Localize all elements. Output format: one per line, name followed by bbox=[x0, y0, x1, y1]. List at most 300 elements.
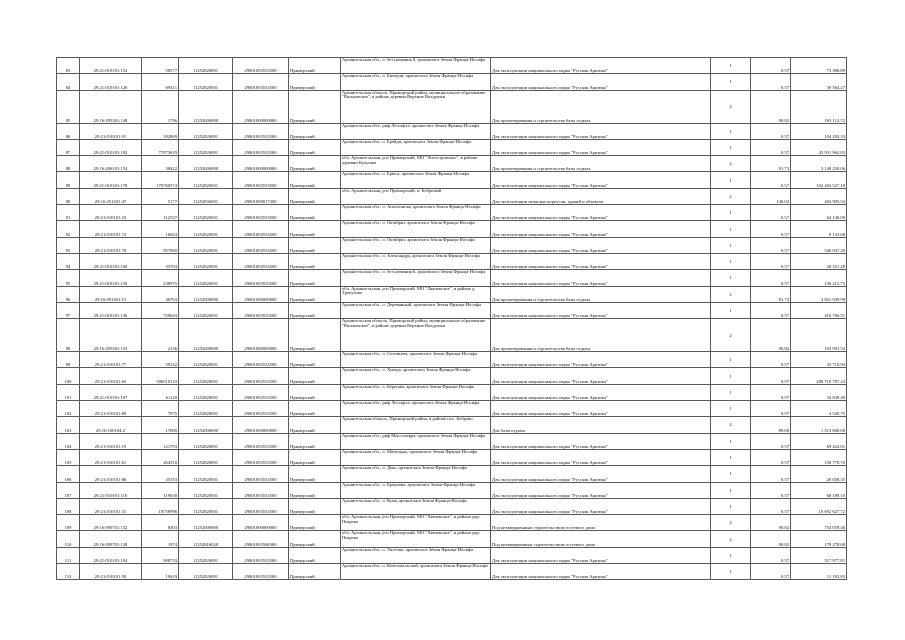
cadastral-number: 29:21:010101:178 bbox=[80, 172, 142, 188]
row-number: 100 bbox=[57, 368, 80, 384]
cadastral-number: 29:21:010101:89 bbox=[80, 401, 142, 417]
purpose-text: Для эксплуатации национального парка "Русская Арктика" bbox=[491, 466, 711, 482]
oktmo-code: 11252820001 bbox=[179, 564, 233, 580]
cadastral-number: 29:16:251201:47 bbox=[80, 188, 142, 204]
oktmo-code: 11252820001 bbox=[179, 123, 233, 139]
purpose-text: Для эксплуатации нежилых корпусов, зданий и объектов bbox=[491, 188, 711, 204]
address-text: Архангельская обл., о. без названия 8, архипелага Земля Франца-Иосифа bbox=[341, 58, 491, 74]
table-row bbox=[57, 417, 847, 433]
address-text: Архангельская обл., о. Октябрят, архипелага Земля Франца-Иосифа bbox=[341, 237, 491, 253]
row-number: 90 bbox=[57, 188, 80, 204]
category-value: 1 bbox=[711, 401, 751, 417]
purpose-text: Для эксплуатации национального парка "Русская Арктика" bbox=[491, 74, 711, 90]
amount-value: 288 710 787.24 bbox=[791, 368, 847, 384]
cadastral-number: 29:21:010101:104 bbox=[80, 547, 142, 563]
purpose-text: Для эксплуатации национального парка "Русская Арктика" bbox=[491, 352, 711, 368]
amount-value: 463 905.54 bbox=[791, 188, 847, 204]
oktmo-code: 11252820001 bbox=[179, 253, 233, 269]
oktmo-code: 11252820001 bbox=[179, 482, 233, 498]
area-value: 18758996 bbox=[142, 498, 179, 514]
amount-value: 179 278.68 bbox=[791, 531, 847, 547]
row-number: 107 bbox=[57, 482, 80, 498]
cadastral-number: 29:21:010101:126 bbox=[80, 74, 142, 90]
table-row bbox=[57, 270, 847, 286]
address-text: Архангельская обл., о. Бичерли, архипелага Земля Франца-Иосифа bbox=[341, 74, 491, 90]
purpose-text: Для эксплуатации национального парка "Русская Арктика" bbox=[491, 401, 711, 417]
area-value: 1796 bbox=[142, 90, 179, 123]
area-value: 59142 bbox=[142, 352, 179, 368]
table-row bbox=[57, 368, 847, 384]
address-text: Архангельская обл., о. без названия 6, архипелага Земля Франца-Иосифа bbox=[341, 270, 491, 286]
address-text: Архангельская обл., риф Лесгафта, архипелага Земля Франца-Иосифа bbox=[341, 123, 491, 139]
address-text: обл. Архангельская, р-н Приморский, МО "Лявленское", в районе дер. Пеарсво bbox=[341, 531, 491, 547]
kbk-code: 29001000017200 bbox=[233, 188, 289, 204]
category-value: 1 bbox=[711, 302, 751, 318]
address-text: обл. Архангельская, р-н Приморский, МО "Лявленское", в районе д. Трепузово bbox=[341, 286, 491, 302]
table-row bbox=[57, 205, 847, 221]
cadastral-number: 29:21:010101:50 bbox=[80, 564, 142, 580]
amount-value: 43 931 962.83 bbox=[791, 139, 847, 155]
oktmo-code: 11252820001 bbox=[179, 352, 233, 368]
row-number: 109 bbox=[57, 515, 80, 531]
district-name: Приморский bbox=[289, 156, 341, 172]
category-value: 1 bbox=[711, 172, 751, 188]
rate-value: 89.00 bbox=[751, 417, 791, 433]
category-value: 1 bbox=[711, 270, 751, 286]
table-row bbox=[57, 156, 847, 172]
row-number: 87 bbox=[57, 139, 80, 155]
oktmo-code: 11252000000 bbox=[179, 286, 233, 302]
category-value: 1 bbox=[711, 466, 751, 482]
area-value: 112537 bbox=[142, 205, 179, 221]
rate-value: 0.57 bbox=[751, 302, 791, 318]
oktmo-code: 11252820001 bbox=[179, 449, 233, 465]
district-name: Приморский bbox=[289, 139, 341, 155]
address-text: Архангельская обл., о. Матильды, архипелага Земля Франца-Иосифа bbox=[341, 449, 491, 465]
area-value: 69411 bbox=[142, 74, 179, 90]
cadastral-number: 29:16:295301:148 bbox=[80, 90, 142, 123]
address-text: Архангельская обл., о. Берегава, архипелага Земля Франца-Иосифа bbox=[341, 384, 491, 400]
purpose-text: Для эксплуатации национального парка "Русская Арктика" bbox=[491, 253, 711, 269]
category-value: 2 bbox=[711, 515, 751, 531]
district-name: Приморский bbox=[289, 401, 341, 417]
address-text: Архангельская область, Приморский район, муниципальное образование "Васьковское", в районе деревни Верхние Валдушки bbox=[341, 90, 491, 123]
address-text: Архангельская обл., о. Деревянный, архипелага Земля Франца-Иосифа bbox=[341, 302, 491, 318]
category-value: 1 bbox=[711, 368, 751, 384]
oktmo-code: 11252820001 bbox=[179, 270, 233, 286]
cadastral-number: 29:21:010101:91 bbox=[80, 123, 142, 139]
area-value: 5177 bbox=[142, 188, 179, 204]
cadastral-number: 29:21:010101:152 bbox=[80, 58, 142, 74]
category-value: 1 bbox=[711, 205, 751, 221]
table-row bbox=[57, 449, 847, 465]
district-name: Приморский bbox=[289, 205, 341, 221]
oktmo-code: 11252000000 bbox=[179, 319, 233, 352]
address-text: Архангельская обл., риф Лесгафта, архипелага Земля Франца-Иосифа bbox=[341, 401, 491, 417]
area-value: 908733 bbox=[142, 547, 179, 563]
row-number: 112 bbox=[57, 564, 80, 580]
purpose-text: Для эксплуатации национального парка "Русская Арктика" bbox=[491, 270, 711, 286]
purpose-text: Для эксплуатации национального парка "Русская Арктика" bbox=[491, 123, 711, 139]
cadastral-number: 29:21:010101:61 bbox=[80, 449, 142, 465]
table-row bbox=[57, 352, 847, 368]
amount-value: 754 078.46 bbox=[791, 515, 847, 531]
table-body bbox=[57, 58, 847, 580]
kbk-code: 29001003568300 bbox=[233, 531, 289, 547]
category-value: 2 bbox=[711, 90, 751, 123]
category-value: 2 bbox=[711, 156, 751, 172]
cadastral-number: 29:21:010101:102 bbox=[80, 139, 142, 155]
amount-value: 136 215.75 bbox=[791, 270, 847, 286]
area-value: 16024 bbox=[142, 221, 179, 237]
cadastral-number: 29:21:010101:70 bbox=[80, 237, 142, 253]
kbk-code: 29001000000000 bbox=[233, 319, 289, 352]
cadastral-number: 29:21:010101:65 bbox=[80, 368, 142, 384]
row-number: 110 bbox=[57, 531, 80, 547]
row-number: 95 bbox=[57, 270, 80, 286]
purpose-text: Под незавершенным строительством гостевого дома bbox=[491, 531, 711, 547]
district-name: Приморский bbox=[289, 564, 341, 580]
district-name: Приморский bbox=[289, 466, 341, 482]
oktmo-code: 11252820001 bbox=[179, 237, 233, 253]
amount-value: 20 351.28 bbox=[791, 253, 847, 269]
rate-value: 0.57 bbox=[751, 205, 791, 221]
cadastral-number: 29:16:206101:154 bbox=[80, 156, 142, 172]
land-plots-table bbox=[56, 57, 847, 580]
category-value: 1 bbox=[711, 449, 751, 465]
rate-value: 0.57 bbox=[751, 352, 791, 368]
oktmo-code: 11252820001 bbox=[179, 368, 233, 384]
amount-value: 517 977.81 bbox=[791, 547, 847, 563]
address-text: Архангельская область, Приморский район, муниципальное образование "Васьковское", в районе деревни Верхние Валдушки bbox=[341, 319, 491, 352]
amount-value: 64 146.09 bbox=[791, 205, 847, 221]
row-number: 83 bbox=[57, 58, 80, 74]
amount-value: 546 037.20 bbox=[791, 237, 847, 253]
table-row bbox=[57, 384, 847, 400]
table-row bbox=[57, 253, 847, 269]
purpose-text: Для эксплуатации национального парка "Русская Арктика" bbox=[491, 564, 711, 580]
cadastral-number: 29:16:100104:2 bbox=[80, 417, 142, 433]
purpose-text: Для эксплуатации национального парка "Русская Арктика" bbox=[491, 172, 711, 188]
rate-value: 0.57 bbox=[751, 466, 791, 482]
row-number: 96 bbox=[57, 286, 80, 302]
rate-value: 0.57 bbox=[751, 564, 791, 580]
table-row bbox=[57, 90, 847, 123]
area-value: 58577 bbox=[142, 58, 179, 74]
row-number: 88 bbox=[57, 156, 80, 172]
cadastral-number: 29:21:010101:72 bbox=[80, 221, 142, 237]
address-text: Архангельская обл., о. Александра, архипелага Земля Франца-Иосифа bbox=[341, 253, 491, 269]
rate-value: 0.57 bbox=[751, 270, 791, 286]
category-value: 1 bbox=[711, 74, 751, 90]
area-value: 38422 bbox=[142, 156, 179, 172]
amount-value: 1 513 000.00 bbox=[791, 417, 847, 433]
area-value: 7975 bbox=[142, 401, 179, 417]
area-value: 35153 bbox=[142, 466, 179, 482]
kbk-code: 29001003533500 bbox=[233, 270, 289, 286]
kbk-code: 29001003533500 bbox=[233, 123, 289, 139]
row-number: 86 bbox=[57, 123, 80, 139]
purpose-text: Для эксплуатации национального парка "Русская Арктика" bbox=[491, 547, 711, 563]
category-value: 1 bbox=[711, 547, 751, 563]
purpose-text: Для эксплуатации национального парка "Русская Арктика" bbox=[491, 58, 711, 74]
rate-value: 0.57 bbox=[751, 433, 791, 449]
cadastral-number: 29:21:010101:31 bbox=[80, 498, 142, 514]
oktmo-code: 11252836001 bbox=[179, 188, 233, 204]
cadastral-number: 29:16:090701:138 bbox=[80, 531, 142, 547]
category-value: 1 bbox=[711, 237, 751, 253]
rate-value: 90.82 bbox=[751, 531, 791, 547]
row-number: 99 bbox=[57, 352, 80, 368]
table-row bbox=[57, 319, 847, 352]
row-number: 106 bbox=[57, 466, 80, 482]
category-value: 1 bbox=[711, 253, 751, 269]
kbk-code: 29001003533500 bbox=[233, 74, 289, 90]
kbk-code: 29001003533500 bbox=[233, 221, 289, 237]
row-number: 111 bbox=[57, 547, 80, 563]
area-value: 17000 bbox=[142, 417, 179, 433]
table-row bbox=[57, 515, 847, 531]
kbk-code: 29001003533500 bbox=[233, 237, 289, 253]
rate-value: 146.02 bbox=[751, 188, 791, 204]
kbk-code: 29001003533500 bbox=[233, 384, 289, 400]
rate-value: 0.57 bbox=[751, 368, 791, 384]
oktmo-code: 11252820001 bbox=[179, 302, 233, 318]
table-row bbox=[57, 531, 847, 547]
table-row bbox=[57, 188, 847, 204]
amount-value: 104 292.33 bbox=[791, 123, 847, 139]
district-name: Приморский bbox=[289, 384, 341, 400]
purpose-text: Для эксплуатации национального парка "Русская Арктика" bbox=[491, 302, 711, 318]
purpose-text: Для эксплуатации национального парка "Русская Арктика" bbox=[491, 221, 711, 237]
amount-value: 3 821 939.99 bbox=[791, 286, 847, 302]
kbk-code: 29001000000000 bbox=[233, 515, 289, 531]
rate-value: 0.57 bbox=[751, 401, 791, 417]
category-value: 1 bbox=[711, 123, 751, 139]
table-row bbox=[57, 547, 847, 563]
area-value: 506510133 bbox=[142, 368, 179, 384]
rate-value: 81.73 bbox=[751, 286, 791, 302]
rate-value: 90.82 bbox=[751, 515, 791, 531]
rate-value: 0.57 bbox=[751, 547, 791, 563]
kbk-code: 29001003533500 bbox=[233, 253, 289, 269]
address-text: Архангельская обл., о. Брюса, архипелага Земля Франца-Иосифа bbox=[341, 172, 491, 188]
kbk-code: 29001003533500 bbox=[233, 352, 289, 368]
table-row bbox=[57, 302, 847, 318]
cadastral-number: 29:21:010101:150 bbox=[80, 270, 142, 286]
kbk-code: 29001003533500 bbox=[233, 564, 289, 580]
row-number: 93 bbox=[57, 237, 80, 253]
row-number: 101 bbox=[57, 384, 80, 400]
purpose-text: Для проектирования и строительства базы отдыха bbox=[491, 286, 711, 302]
amount-value: 163 112.72 bbox=[791, 90, 847, 123]
oktmo-code: 11252820001 bbox=[179, 205, 233, 221]
purpose-text: Для базы отдыха bbox=[491, 417, 711, 433]
kbk-code: 29001003533500 bbox=[233, 139, 289, 155]
rate-value: 0.57 bbox=[751, 449, 791, 465]
purpose-text: Для эксплуатации национального парка "Русская Арктика" bbox=[491, 384, 711, 400]
oktmo-code: 11252820001 bbox=[179, 433, 233, 449]
rate-value: 0.57 bbox=[751, 237, 791, 253]
district-name: Приморский bbox=[289, 302, 341, 318]
amount-value: 39 564.27 bbox=[791, 74, 847, 90]
purpose-text: Для проектирования и строительства базы отдыха bbox=[491, 156, 711, 172]
oktmo-code: 11252820001 bbox=[179, 58, 233, 74]
purpose-text: Для эксплуатации национального парка "Русская Арктика" bbox=[491, 205, 711, 221]
area-value: 8303 bbox=[142, 515, 179, 531]
table-row bbox=[57, 466, 847, 482]
amount-value: 10 692 627.72 bbox=[791, 498, 847, 514]
amount-value: 4 545.75 bbox=[791, 401, 847, 417]
address-text: обл. Архангельская, р-н Приморский, МО "Лисестровское", в районе деревни Кукушка bbox=[341, 156, 491, 172]
table-row bbox=[57, 237, 847, 253]
area-value: 238975 bbox=[142, 270, 179, 286]
area-value: 264510 bbox=[142, 449, 179, 465]
row-number: 102 bbox=[57, 401, 80, 417]
oktmo-code: 11252820001 bbox=[179, 498, 233, 514]
amount-value: 11 182.83 bbox=[791, 564, 847, 580]
area-value: 61120 bbox=[142, 384, 179, 400]
district-name: Приморский bbox=[289, 498, 341, 514]
area-value: 46763 bbox=[142, 286, 179, 302]
amount-value: 34 838.40 bbox=[791, 384, 847, 400]
category-value: 1 bbox=[711, 433, 751, 449]
purpose-text: Для эксплуатации национального парка "Русская Арктика" bbox=[491, 237, 711, 253]
row-number: 105 bbox=[57, 449, 80, 465]
oktmo-code: 11252816020 bbox=[179, 531, 233, 547]
amount-value: 3 140 230.06 bbox=[791, 156, 847, 172]
oktmo-code: 11252820001 bbox=[179, 139, 233, 155]
address-text: обл. Архангельская, р-н Приморский, п. Бобровый bbox=[341, 188, 491, 204]
purpose-text: Для проектирования и строительства базы отдыха bbox=[491, 90, 711, 123]
purpose-text: Для эксплуатации национального парка "Русская Арктика" bbox=[491, 139, 711, 155]
district-name: Приморский bbox=[289, 123, 341, 139]
table-row bbox=[57, 74, 847, 90]
area-value: 720643 bbox=[142, 302, 179, 318]
area-value: 182869 bbox=[142, 123, 179, 139]
purpose-text: Для эксплуатации национального парка "Русская Арктика" bbox=[491, 368, 711, 384]
area-value: 77073619 bbox=[142, 139, 179, 155]
purpose-text: Под незавершенным строительством гостевого дома bbox=[491, 515, 711, 531]
row-number: 103 bbox=[57, 417, 80, 433]
kbk-code: 29001003533500 bbox=[233, 449, 289, 465]
amount-value: 193 991.52 bbox=[791, 319, 847, 352]
district-name: Приморский bbox=[289, 319, 341, 352]
rate-value: 0.57 bbox=[751, 58, 791, 74]
district-name: Приморский bbox=[289, 270, 341, 286]
area-value: 1974 bbox=[142, 531, 179, 547]
area-value: 2136 bbox=[142, 319, 179, 352]
table-row bbox=[57, 139, 847, 155]
kbk-code: 29001003533500 bbox=[233, 302, 289, 318]
oktmo-code: 11252000000 bbox=[179, 90, 233, 123]
table-row bbox=[57, 433, 847, 449]
row-number: 84 bbox=[57, 74, 80, 90]
address-text: Архангельская обл., о. Кума, архипелага Земля Франца-Иосифа bbox=[341, 498, 491, 514]
district-name: Приморский bbox=[289, 188, 341, 204]
rate-value: 0.57 bbox=[751, 221, 791, 237]
kbk-code: 29001003533500 bbox=[233, 433, 289, 449]
rate-value: 0.57 bbox=[751, 172, 791, 188]
address-text: Архангельская обл., о. Броунова, архипелага Земля Франца-Иосифа bbox=[341, 482, 491, 498]
kbk-code: 29001003533500 bbox=[233, 58, 289, 74]
table-row bbox=[57, 58, 847, 74]
district-name: Приморский bbox=[289, 531, 341, 547]
kbk-code: 29001000000000 bbox=[233, 90, 289, 123]
district-name: Приморский bbox=[289, 74, 341, 90]
district-name: Приморский bbox=[289, 449, 341, 465]
category-value: 2 bbox=[711, 531, 751, 547]
rate-value: 0.57 bbox=[751, 498, 791, 514]
category-value: 2 bbox=[711, 188, 751, 204]
rate-value: 0.57 bbox=[751, 139, 791, 155]
amount-value: 9 133.68 bbox=[791, 221, 847, 237]
row-number: 98 bbox=[57, 319, 80, 352]
kbk-code: 29001000000000 bbox=[233, 156, 289, 172]
cadastral-number: 29:21:010101:116 bbox=[80, 482, 142, 498]
row-number: 91 bbox=[57, 205, 80, 221]
district-name: Приморский bbox=[289, 352, 341, 368]
rate-value: 0.57 bbox=[751, 253, 791, 269]
cadastral-number: 29:21:010101:100 bbox=[80, 253, 142, 269]
oktmo-code: 11252820001 bbox=[179, 221, 233, 237]
kbk-code: 29001000000000 bbox=[233, 417, 289, 433]
oktmo-code: 11252820001 bbox=[179, 401, 233, 417]
address-text: Архангельская обл., риф Мысоэзерра, архипелага Земля Франца-Иосифа bbox=[341, 433, 491, 449]
address-text: Архангельская область, Приморский район, в районе пос. Боброво bbox=[341, 417, 491, 433]
category-value: 2 bbox=[711, 319, 751, 352]
kbk-code: 29001003533500 bbox=[233, 401, 289, 417]
district-name: Приморский bbox=[289, 58, 341, 74]
kbk-code: 29001003533500 bbox=[233, 466, 289, 482]
kbk-code: 29001003533500 bbox=[233, 205, 289, 221]
cadastral-number: 29:21:010101:107 bbox=[80, 384, 142, 400]
table-row bbox=[57, 123, 847, 139]
cadastral-number: 29:16:090701:132 bbox=[80, 515, 142, 531]
table-row bbox=[57, 482, 847, 498]
district-name: Приморский bbox=[289, 172, 341, 188]
rate-value: 0.57 bbox=[751, 384, 791, 400]
district-name: Приморский bbox=[289, 237, 341, 253]
kbk-code: 29001003533500 bbox=[233, 172, 289, 188]
purpose-text: Для проектирования и строительства базы отдыха bbox=[491, 319, 711, 352]
cadastral-number: 29:21:010101:86 bbox=[80, 466, 142, 482]
district-name: Приморский bbox=[289, 482, 341, 498]
oktmo-code: 11252000000 bbox=[179, 515, 233, 531]
cadastral-number: 29:21:010101:19 bbox=[80, 433, 142, 449]
purpose-text: Для эксплуатации национального парка "Русская Арктика" bbox=[491, 433, 711, 449]
oktmo-code: 11252820001 bbox=[179, 466, 233, 482]
category-value: 2 bbox=[711, 286, 751, 302]
address-text: Архангельская обл., о. Уилтона, архипелага Земля Франца-Иосифа bbox=[341, 547, 491, 563]
address-text: Архангельская обл., о. Октябрят, архипелага Земля Франца-Иосифа bbox=[341, 221, 491, 237]
area-value: 19619 bbox=[142, 564, 179, 580]
kbk-code: 29001003533500 bbox=[233, 547, 289, 563]
row-number: 89 bbox=[57, 172, 80, 188]
category-value: 2 bbox=[711, 417, 751, 433]
row-number: 94 bbox=[57, 253, 80, 269]
row-number: 97 bbox=[57, 302, 80, 318]
address-text: обл. Архангельская, р-н Приморский, МО "Лявленское", в районе дер. Пеарсво bbox=[341, 515, 491, 531]
district-name: Приморский bbox=[289, 515, 341, 531]
table-row bbox=[57, 564, 847, 580]
oktmo-code: 11252820001 bbox=[179, 384, 233, 400]
rate-value: 0.57 bbox=[751, 482, 791, 498]
amount-value: 73 388.89 bbox=[791, 58, 847, 74]
kbk-code: 29001003533500 bbox=[233, 368, 289, 384]
oktmo-code: 11252000000 bbox=[179, 156, 233, 172]
amount-value: 69 422.01 bbox=[791, 433, 847, 449]
